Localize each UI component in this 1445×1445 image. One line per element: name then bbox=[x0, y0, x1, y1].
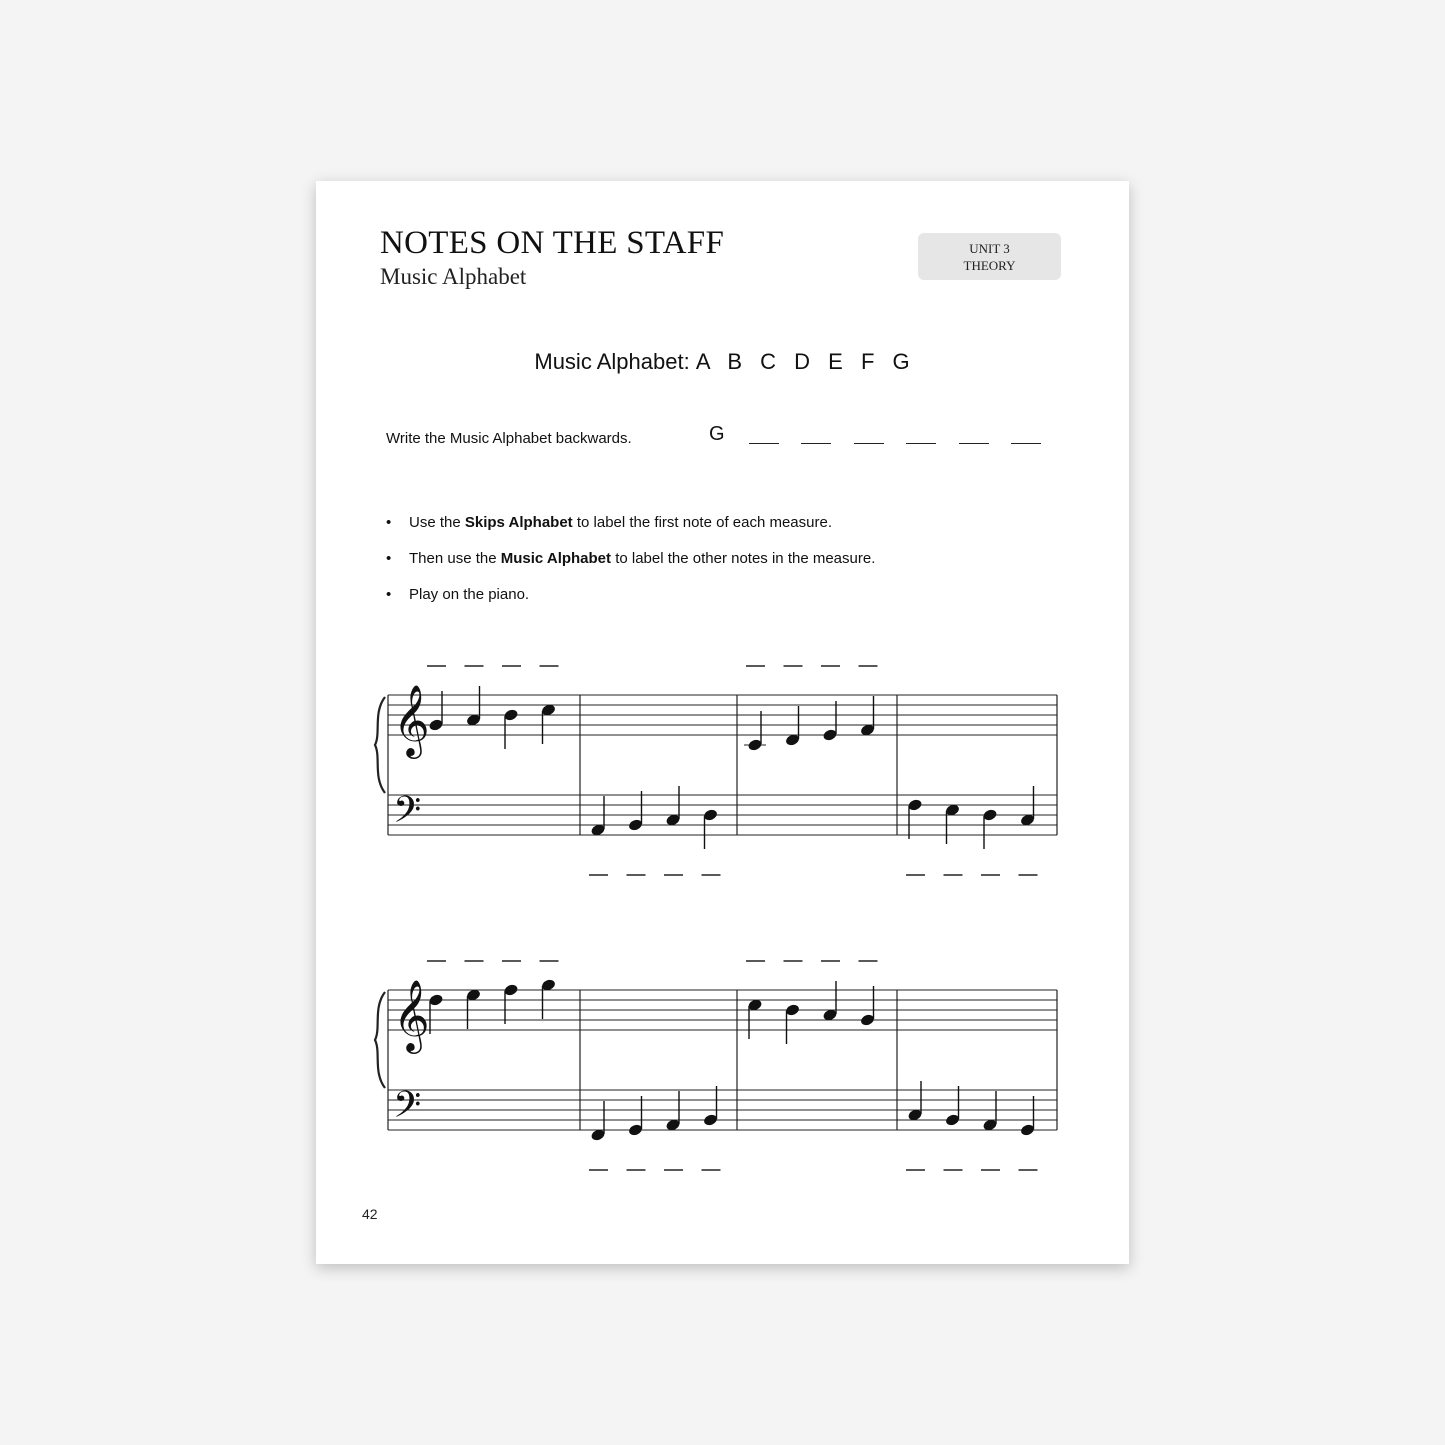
answer-blank[interactable] bbox=[906, 443, 936, 444]
instruction-item bbox=[386, 586, 875, 622]
backwards-prompt: Write the Music Alphabet backwards. bbox=[386, 430, 632, 447]
instruction-text: Use the bbox=[409, 514, 465, 531]
instruction-emphasis: Skips Alphabet bbox=[464, 514, 573, 531]
brace-icon bbox=[375, 697, 385, 793]
treble-clef-icon: 𝄞 bbox=[393, 683, 430, 756]
bass-clef-icon: 𝄢 bbox=[393, 1084, 422, 1135]
backwards-first-letter: G bbox=[709, 423, 725, 445]
worksheet-page bbox=[316, 181, 1129, 1264]
unit-badge bbox=[918, 233, 1061, 280]
music-alphabet-line bbox=[316, 349, 1129, 375]
instruction-emphasis: Music Alphabet bbox=[500, 550, 612, 567]
bullet-icon: • bbox=[386, 550, 392, 567]
grand-staff-1 bbox=[371, 653, 1071, 893]
bullet-icon: • bbox=[386, 514, 392, 531]
music-alphabet-letters: A B C D E F G bbox=[695, 349, 911, 374]
page-title: NOTES ON THE STAFF bbox=[380, 225, 725, 261]
page-number: 42 bbox=[362, 1206, 378, 1222]
answer-blank[interactable] bbox=[801, 443, 831, 444]
unit-label: UNIT 3 bbox=[969, 240, 1010, 256]
bullet-icon: • bbox=[386, 586, 392, 603]
instruction-item bbox=[386, 514, 875, 550]
instruction-text: to label the first note of each measure. bbox=[572, 514, 833, 531]
answer-blank[interactable] bbox=[959, 443, 989, 444]
unit-category-label: THEORY bbox=[963, 257, 1016, 273]
instruction-text: Play on the piano. bbox=[409, 586, 530, 603]
music-alphabet-label: Music Alphabet: bbox=[534, 349, 690, 374]
instruction-text: Then use the bbox=[409, 550, 501, 567]
answer-blank[interactable] bbox=[854, 443, 884, 444]
instruction-item bbox=[386, 550, 875, 586]
page-subtitle: Music Alphabet bbox=[380, 264, 527, 289]
answer-blank[interactable] bbox=[749, 443, 779, 444]
treble-clef-icon: 𝄞 bbox=[393, 978, 430, 1051]
instruction-list bbox=[386, 514, 875, 622]
instruction-text: to label the other notes in the measure. bbox=[611, 550, 876, 567]
answer-blank[interactable] bbox=[1011, 443, 1041, 444]
grand-staff-2 bbox=[371, 948, 1071, 1188]
bass-clef-icon: 𝄢 bbox=[393, 789, 422, 840]
staff-system-1 bbox=[371, 653, 1071, 893]
brace-icon bbox=[375, 992, 385, 1088]
staff-system-2 bbox=[371, 948, 1071, 1188]
